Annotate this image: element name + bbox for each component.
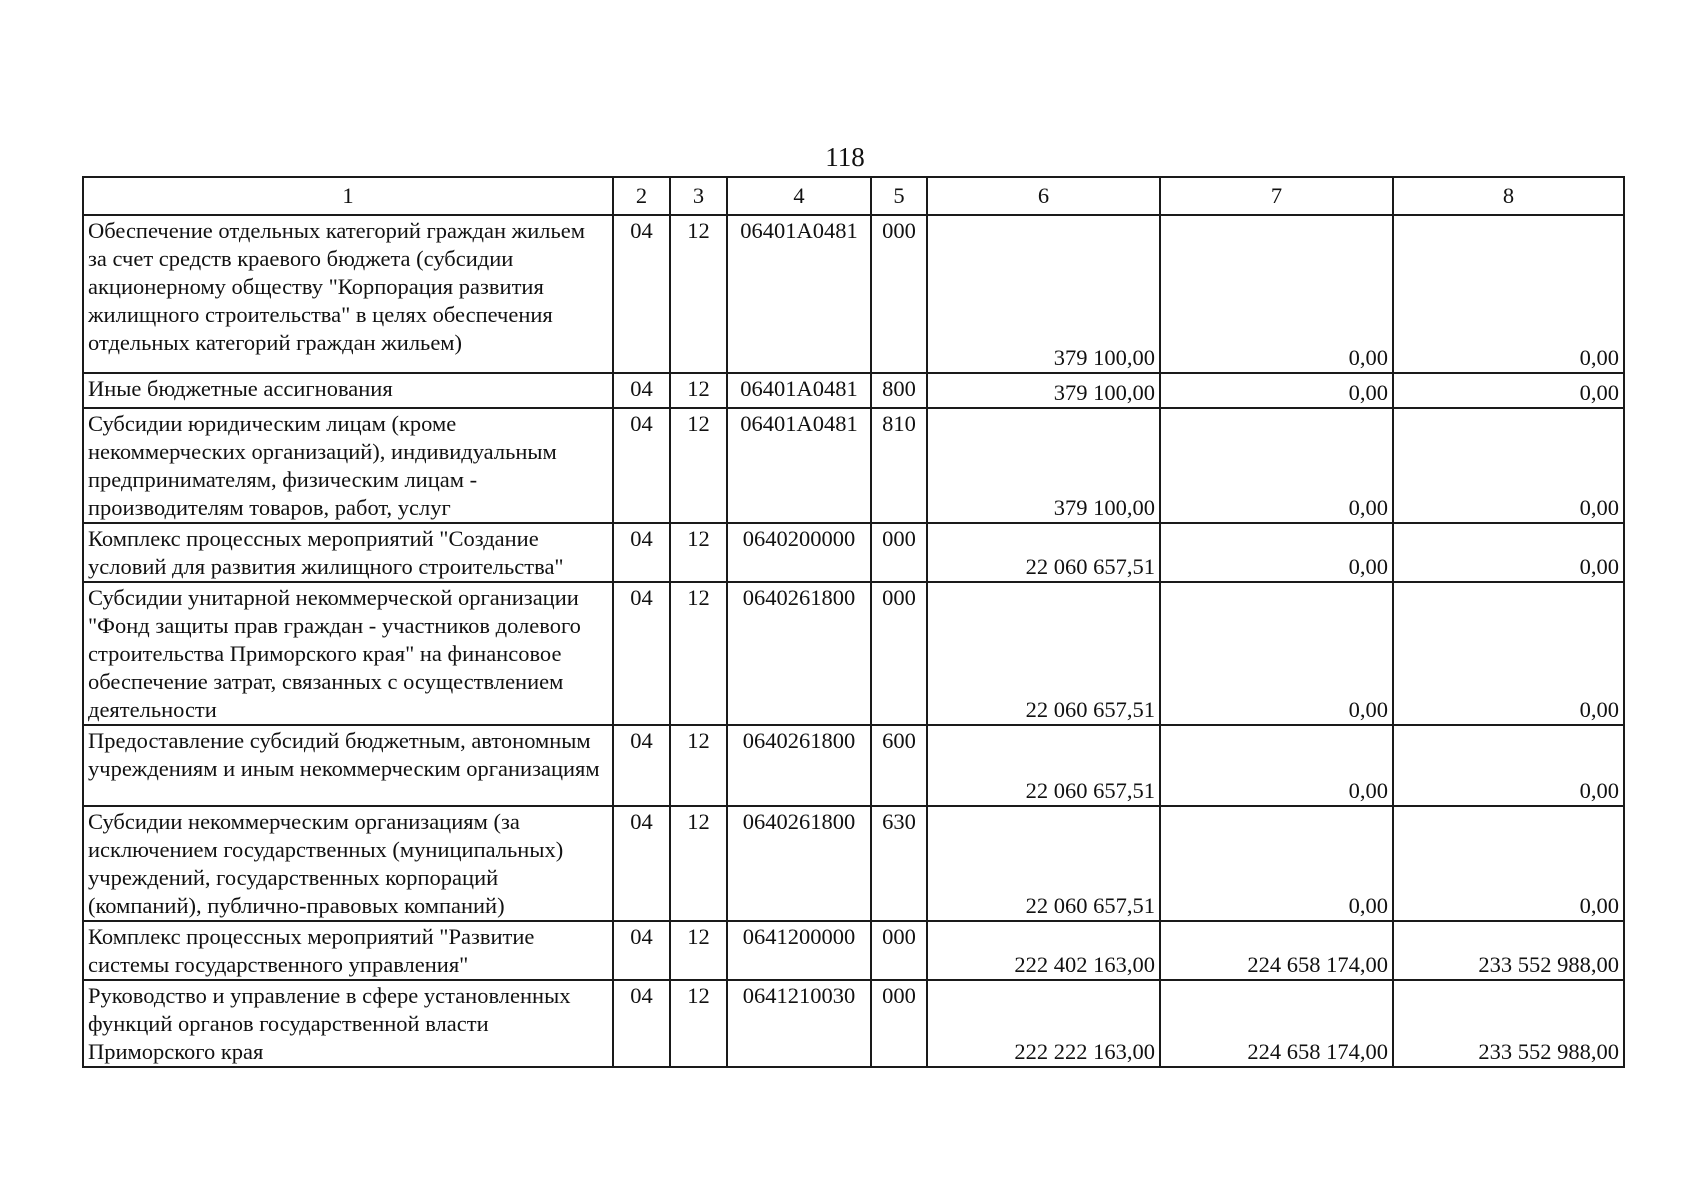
expense-type-cell: 630 bbox=[871, 806, 927, 921]
expense-name-cell: Иные бюджетные ассигнования bbox=[83, 373, 613, 408]
column-header: 4 bbox=[727, 177, 871, 215]
amount-col7-cell: 0,00 bbox=[1160, 523, 1393, 582]
subsection-code-cell: 12 bbox=[670, 523, 727, 582]
section-code-cell: 04 bbox=[613, 215, 670, 373]
expense-name-cell: Обеспечение отдельных категорий граждан жильем за счет средств краевого бюджета (субсидии акционерному обществу "Корпорация развития жилищного строительства" в целях обеспечения отдельных категорий граждан жильем) bbox=[83, 215, 613, 373]
expense-name-cell: Субсидии унитарной некоммерческой организации "Фонд защиты прав граждан - участников долевого строительства Приморского края" на финансовое обеспечение затрат, связанных с осуществлением деятельности bbox=[83, 582, 613, 725]
section-code-cell: 04 bbox=[613, 373, 670, 408]
target-article-cell: 0641200000 bbox=[727, 921, 871, 980]
page-number: 118 bbox=[825, 142, 865, 172]
subsection-code-cell: 12 bbox=[670, 215, 727, 373]
amount-col6-cell: 22 060 657,51 bbox=[927, 725, 1160, 806]
amount-col7-cell: 0,00 bbox=[1160, 806, 1393, 921]
target-article-cell: 0641210030 bbox=[727, 980, 871, 1067]
expense-type-cell: 000 bbox=[871, 523, 927, 582]
amount-col7-cell: 0,00 bbox=[1160, 725, 1393, 806]
target-article-cell: 06401A0481 bbox=[727, 373, 871, 408]
section-code-cell: 04 bbox=[613, 921, 670, 980]
table-row bbox=[83, 215, 1624, 373]
column-header: 8 bbox=[1393, 177, 1624, 215]
expense-type-cell: 000 bbox=[871, 582, 927, 725]
amount-col7-cell: 224 658 174,00 bbox=[1160, 980, 1393, 1067]
section-code-cell: 04 bbox=[613, 725, 670, 806]
target-article-cell: 0640261800 bbox=[727, 725, 871, 806]
column-header: 5 bbox=[871, 177, 927, 215]
expense-name-cell: Предоставление субсидий бюджетным, автономным учреждениям и иным некоммерческим организациям bbox=[83, 725, 613, 806]
column-number-row bbox=[83, 177, 1624, 215]
expense-type-cell: 800 bbox=[871, 373, 927, 408]
amount-col7-cell: 0,00 bbox=[1160, 408, 1393, 523]
amount-col7-cell: 0,00 bbox=[1160, 215, 1393, 373]
amount-col8-cell: 0,00 bbox=[1393, 725, 1624, 806]
expense-type-cell: 000 bbox=[871, 921, 927, 980]
subsection-code-cell: 12 bbox=[670, 408, 727, 523]
amount-col8-cell: 0,00 bbox=[1393, 806, 1624, 921]
amount-col8-cell: 0,00 bbox=[1393, 373, 1624, 408]
column-header: 3 bbox=[670, 177, 727, 215]
table-row bbox=[83, 806, 1624, 921]
amount-col6-cell: 22 060 657,51 bbox=[927, 582, 1160, 725]
expense-name-cell: Субсидии юридическим лицам (кроме некоммерческих организаций), индивидуальным предпринимателям, физическим лицам - производителям товаров, работ, услуг bbox=[83, 408, 613, 523]
subsection-code-cell: 12 bbox=[670, 806, 727, 921]
target-article-cell: 0640200000 bbox=[727, 523, 871, 582]
amount-col6-cell: 379 100,00 bbox=[927, 215, 1160, 373]
subsection-code-cell: 12 bbox=[670, 582, 727, 725]
section-code-cell: 04 bbox=[613, 582, 670, 725]
table-row bbox=[83, 408, 1624, 523]
subsection-code-cell: 12 bbox=[670, 980, 727, 1067]
subsection-code-cell: 12 bbox=[670, 725, 727, 806]
amount-col7-cell: 224 658 174,00 bbox=[1160, 921, 1393, 980]
amount-col7-cell: 0,00 bbox=[1160, 582, 1393, 725]
target-article-cell: 0640261800 bbox=[727, 806, 871, 921]
column-header: 1 bbox=[83, 177, 613, 215]
expense-name-cell: Комплекс процессных мероприятий "Развитие системы государственного управления" bbox=[83, 921, 613, 980]
section-code-cell: 04 bbox=[613, 523, 670, 582]
column-header: 2 bbox=[613, 177, 670, 215]
amount-col7-cell: 0,00 bbox=[1160, 373, 1393, 408]
target-article-cell: 0640261800 bbox=[727, 582, 871, 725]
table-row bbox=[83, 921, 1624, 980]
amount-col8-cell: 0,00 bbox=[1393, 523, 1624, 582]
budget-table bbox=[82, 176, 1625, 1068]
target-article-cell: 06401A0481 bbox=[727, 408, 871, 523]
column-header: 6 bbox=[927, 177, 1160, 215]
target-article-cell: 06401A0481 bbox=[727, 215, 871, 373]
amount-col6-cell: 222 402 163,00 bbox=[927, 921, 1160, 980]
expense-type-cell: 000 bbox=[871, 980, 927, 1067]
column-header: 7 bbox=[1160, 177, 1393, 215]
expense-name-cell: Субсидии некоммерческим организациям (за исключением государственных (муниципальных) учреждений, государственных корпораций (компаний), публично-правовых компаний) bbox=[83, 806, 613, 921]
amount-col8-cell: 0,00 bbox=[1393, 215, 1624, 373]
expense-type-cell: 000 bbox=[871, 215, 927, 373]
section-code-cell: 04 bbox=[613, 806, 670, 921]
section-code-cell: 04 bbox=[613, 980, 670, 1067]
expense-type-cell: 810 bbox=[871, 408, 927, 523]
table-row bbox=[83, 980, 1624, 1067]
amount-col6-cell: 22 060 657,51 bbox=[927, 806, 1160, 921]
table-row bbox=[83, 523, 1624, 582]
expense-name-cell: Руководство и управление в сфере установленных функций органов государственной власти Приморского края bbox=[83, 980, 613, 1067]
amount-col6-cell: 379 100,00 bbox=[927, 373, 1160, 408]
amount-col8-cell: 0,00 bbox=[1393, 582, 1624, 725]
subsection-code-cell: 12 bbox=[670, 921, 727, 980]
section-code-cell: 04 bbox=[613, 408, 670, 523]
table-row bbox=[83, 373, 1624, 408]
amount-col8-cell: 0,00 bbox=[1393, 408, 1624, 523]
amount-col8-cell: 233 552 988,00 bbox=[1393, 921, 1624, 980]
table-row bbox=[83, 582, 1624, 725]
subsection-code-cell: 12 bbox=[670, 373, 727, 408]
amount-col8-cell: 233 552 988,00 bbox=[1393, 980, 1624, 1067]
table-row bbox=[83, 725, 1624, 806]
expense-type-cell: 600 bbox=[871, 725, 927, 806]
amount-col6-cell: 222 222 163,00 bbox=[927, 980, 1160, 1067]
amount-col6-cell: 22 060 657,51 bbox=[927, 523, 1160, 582]
expense-name-cell: Комплекс процессных мероприятий "Создание условий для развития жилищного строительства" bbox=[83, 523, 613, 582]
amount-col6-cell: 379 100,00 bbox=[927, 408, 1160, 523]
